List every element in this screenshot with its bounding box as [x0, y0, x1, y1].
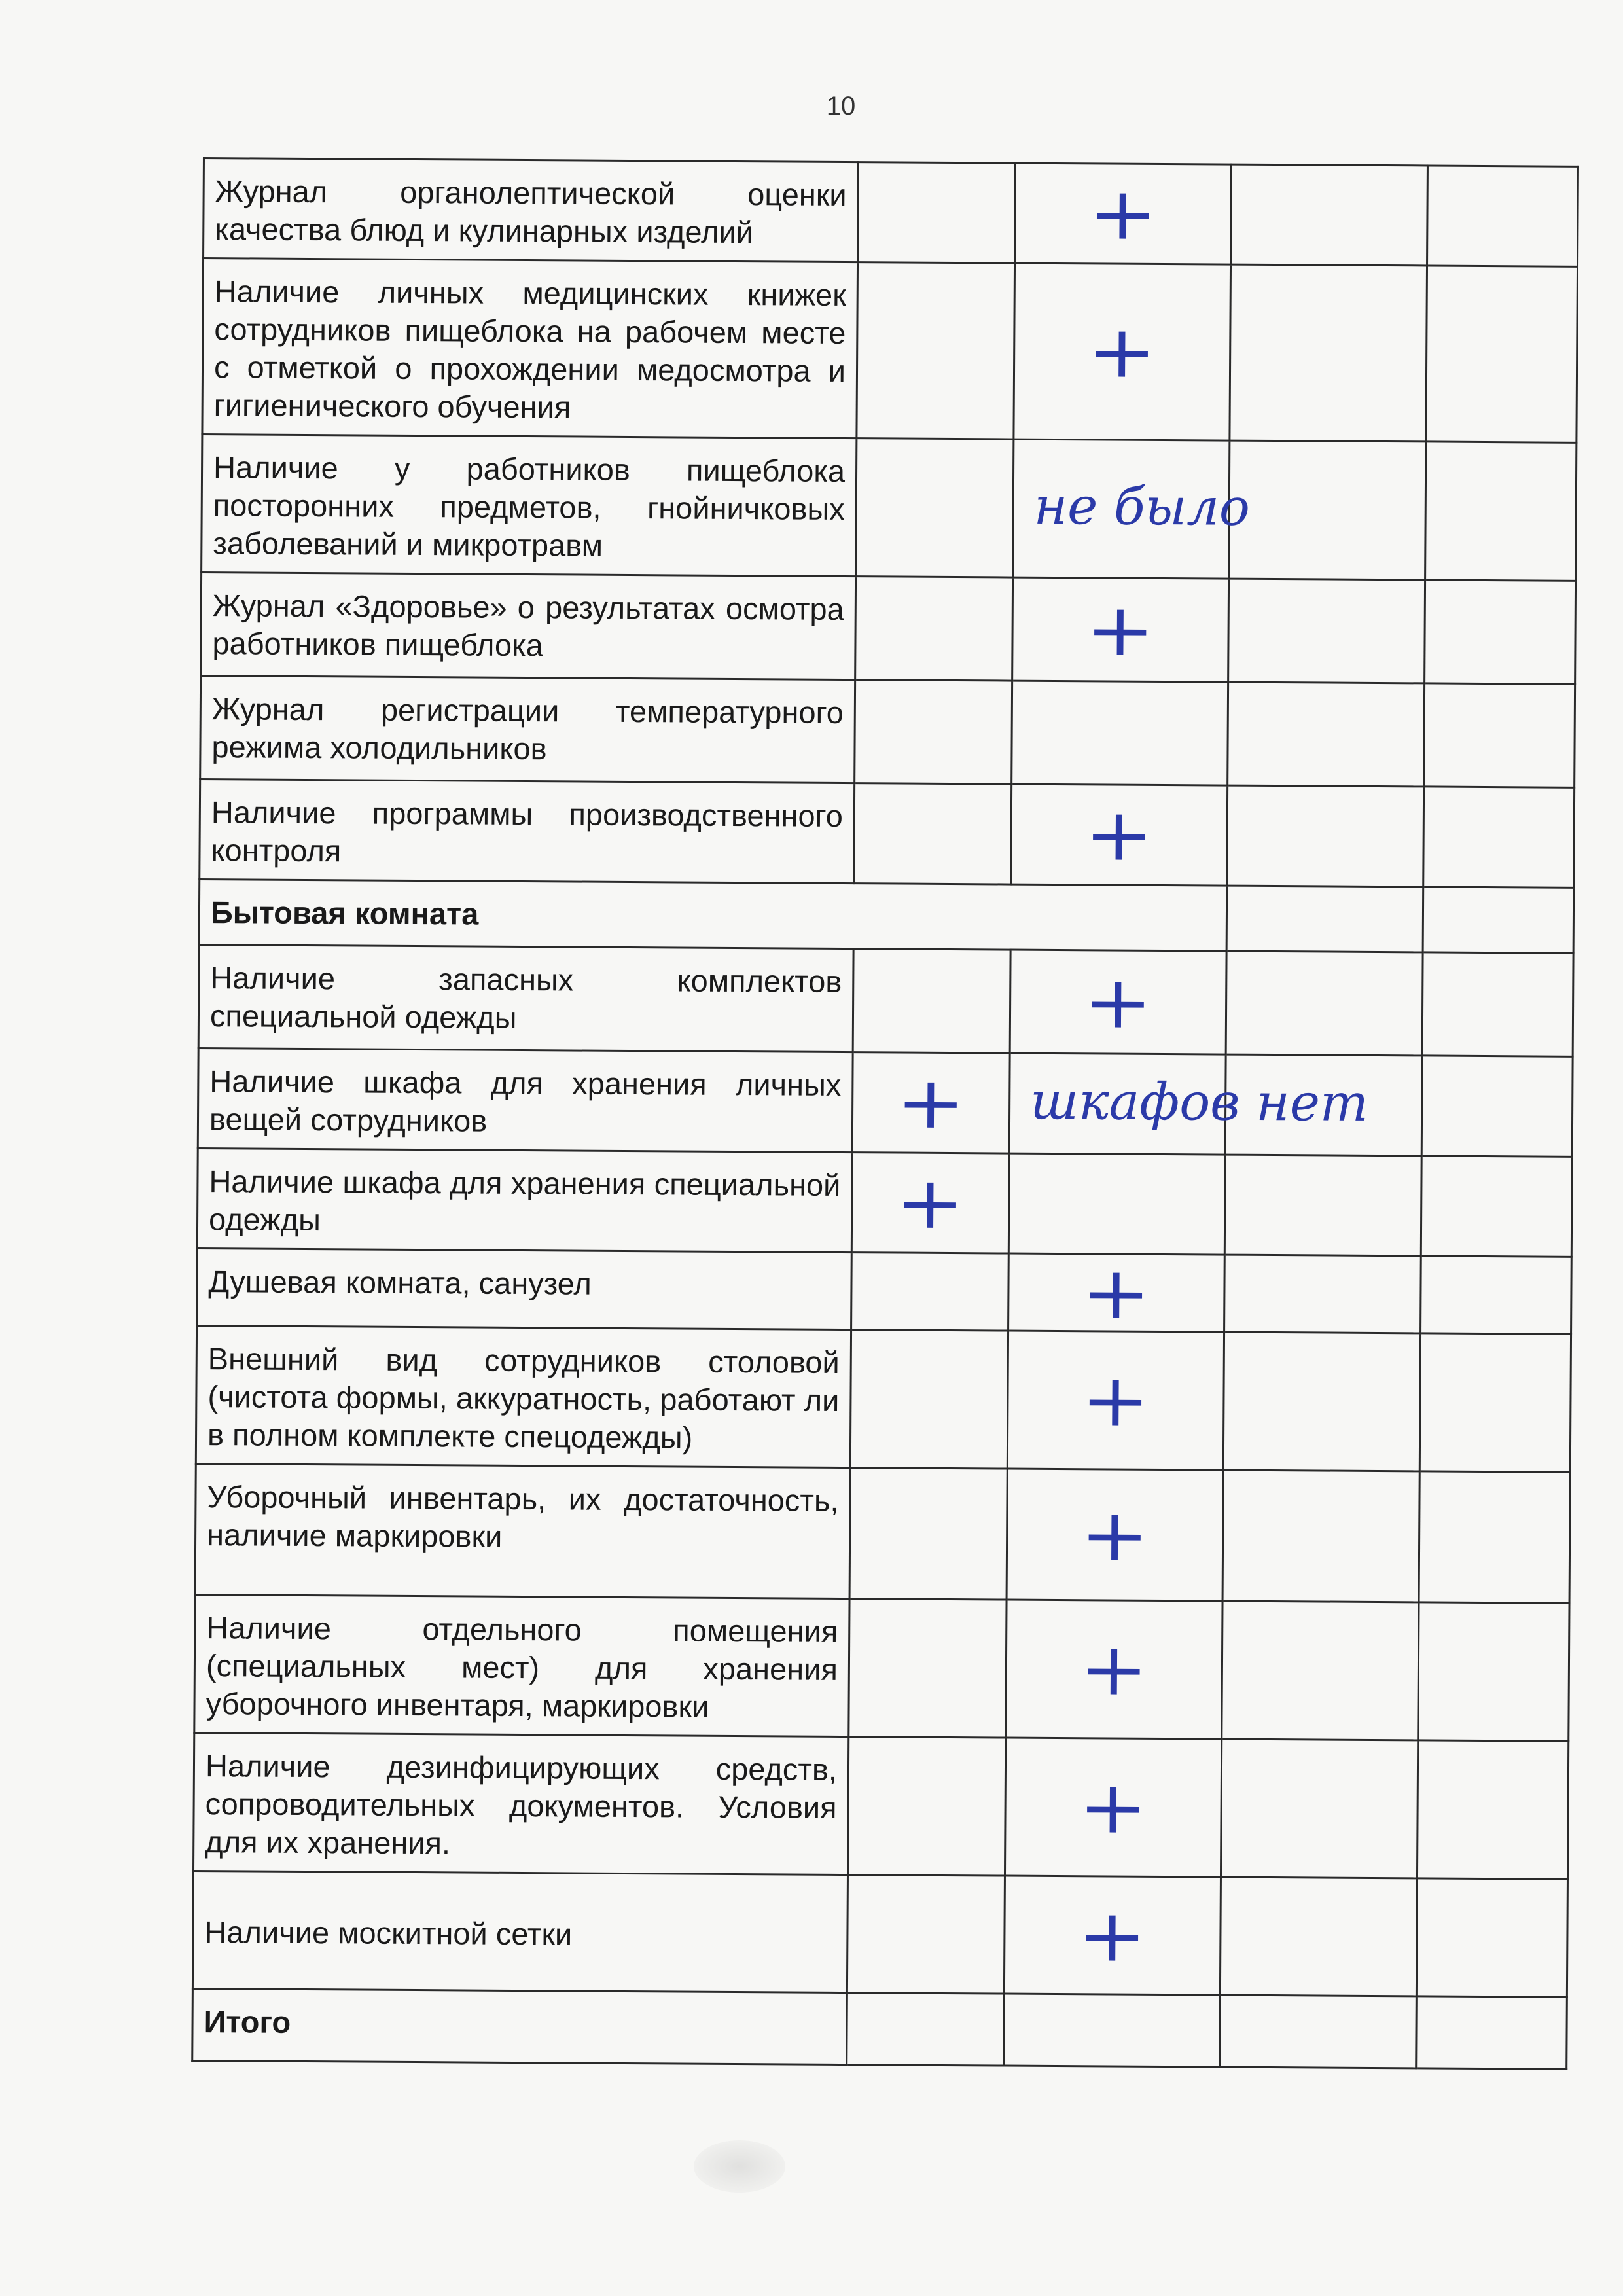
criterion-label: Душевая комната, санузел	[197, 1248, 852, 1329]
mark-cell	[856, 439, 1014, 577]
handwritten-plus-mark: +	[1081, 1250, 1152, 1335]
mark-cell	[1010, 950, 1226, 1054]
table-row	[200, 675, 1575, 787]
mark-cell	[851, 1153, 1009, 1253]
mark-cell	[1015, 163, 1232, 264]
mark-cell	[1421, 1256, 1572, 1334]
criterion-label: Наличие москитной сетки	[192, 1871, 847, 1992]
table-row	[195, 1463, 1570, 1603]
mark-cell	[857, 262, 1015, 439]
table-row	[194, 1594, 1569, 1741]
criterion-label: Внешний вид сотрудников столовой (чистота формы, аккуратность, работают ли в полном комплекте спецодежды)	[196, 1325, 851, 1467]
mark-cell	[1425, 442, 1577, 581]
handwritten-plus-mark: +	[1088, 171, 1158, 256]
mark-cell	[1425, 580, 1576, 684]
table-row	[192, 1871, 1567, 1997]
handwritten-plus-mark: +	[1080, 1492, 1150, 1577]
mark-cell	[1007, 1469, 1223, 1601]
mark-cell	[1004, 1876, 1221, 1995]
mark-cell	[1011, 784, 1228, 886]
mark-cell	[1225, 1054, 1422, 1156]
total-cell	[1220, 1995, 1417, 2068]
mark-cell	[1421, 1056, 1573, 1157]
section-heading: Бытовая комната	[199, 879, 1227, 951]
criterion-label: Наличие программы производственного контроля	[200, 779, 855, 883]
mark-cell	[1222, 1601, 1419, 1740]
mark-cell	[1416, 1878, 1567, 1997]
criterion-label: Наличие отдельного помещения (специальных мест) для хранения уборочного инвентаря, маркировки	[194, 1594, 849, 1736]
empty-cell	[1423, 887, 1574, 953]
handwritten-plus-mark: +	[1087, 310, 1158, 394]
handwritten-plus-mark: +	[1079, 1627, 1149, 1712]
mark-cell	[1014, 263, 1231, 440]
mark-cell	[1426, 266, 1578, 442]
handwritten-note: шкафов нет	[1029, 1071, 1369, 1134]
table-row	[202, 259, 1578, 443]
table-row	[194, 1732, 1569, 1879]
criterion-label: Журнал «Здоровье» о результатах осмотра работников пищеблока	[201, 572, 856, 679]
mark-cell	[855, 577, 1013, 681]
total-cell	[847, 1993, 1005, 2066]
mark-cell	[849, 1599, 1007, 1738]
table-row	[197, 1248, 1572, 1334]
table-row	[200, 779, 1575, 888]
mark-cell	[847, 1737, 1005, 1876]
table-row	[196, 1325, 1571, 1472]
handwritten-plus-mark: +	[1084, 793, 1154, 877]
mark-cell	[855, 680, 1012, 784]
table-row	[197, 1148, 1572, 1257]
criterion-label: Наличие шкафа для хранения личных вещей сотрудников	[198, 1048, 853, 1152]
total-cell	[1416, 1996, 1567, 2069]
handwritten-plus-mark: +	[1078, 1765, 1149, 1850]
mark-cell	[1228, 682, 1425, 787]
mark-cell	[1008, 1250, 1225, 1335]
mark-cell	[1006, 1600, 1222, 1739]
criterion-label: Журнал регистрации температурного режима холодильников	[200, 675, 855, 783]
mark-cell	[853, 949, 1010, 1053]
mark-cell	[1229, 440, 1426, 580]
mark-cell	[1013, 439, 1251, 579]
criterion-label: Наличие личных медицинских книжек сотрудников пищеблока на рабочем месте с отметкой о прохождении медосмотра и гигиенического обучения	[202, 259, 858, 439]
criterion-label: Журнал органолептической оценки качества блюд и кулинарных изделий	[204, 158, 859, 262]
handwritten-note: не было	[1033, 476, 1251, 537]
mark-cell	[1422, 952, 1573, 1056]
table-row	[198, 1048, 1573, 1157]
mark-cell	[1419, 1333, 1571, 1472]
table-row	[202, 435, 1577, 581]
mark-cell	[1226, 951, 1423, 1056]
mark-cell	[1417, 1740, 1568, 1879]
handwritten-plus-mark: +	[896, 1060, 967, 1145]
mark-cell	[1008, 1153, 1225, 1255]
section-row	[199, 879, 1574, 953]
mark-cell	[1424, 683, 1575, 787]
mark-cell	[847, 1875, 1005, 1994]
criterion-label: Уборочный инвентарь, их достаточность, наличие маркировки	[195, 1463, 850, 1598]
mark-cell	[858, 162, 1016, 263]
mark-cell	[1221, 1739, 1418, 1878]
mark-cell	[1231, 164, 1428, 266]
mark-cell	[1224, 1255, 1421, 1333]
handwritten-plus-mark: +	[1083, 960, 1154, 1045]
mark-cell	[1228, 579, 1425, 683]
mark-cell	[1423, 787, 1575, 888]
mark-cell	[854, 783, 1012, 884]
table-row	[204, 158, 1578, 267]
mark-cell	[1419, 1471, 1570, 1603]
mark-cell	[852, 1052, 1010, 1153]
mark-cell	[1421, 1156, 1572, 1257]
criterion-label: Наличие шкафа для хранения специальной одежды	[197, 1148, 852, 1252]
table-row	[198, 944, 1573, 1056]
mark-cell	[1222, 1470, 1419, 1602]
criterion-label: Наличие запасных комплектов специальной одежды	[198, 944, 853, 1052]
total-row	[192, 1988, 1567, 2069]
inspection-checklist-table	[191, 157, 1579, 2070]
mark-cell	[850, 1330, 1008, 1469]
mark-cell	[1005, 1738, 1221, 1877]
handwritten-plus-mark: +	[895, 1160, 966, 1246]
mark-cell	[1230, 264, 1427, 442]
mark-cell	[1418, 1602, 1569, 1741]
empty-cell	[1226, 886, 1423, 952]
mark-cell	[1012, 681, 1228, 785]
handwritten-plus-mark: +	[1077, 1893, 1148, 1978]
mark-cell	[851, 1253, 1009, 1331]
mark-cell	[1009, 1053, 1369, 1155]
total-label: Итого	[192, 1988, 847, 2064]
handwritten-plus-mark: +	[1080, 1358, 1151, 1443]
mark-cell	[1427, 166, 1578, 266]
mark-cell	[1220, 1877, 1417, 1996]
paper-smudge	[694, 2140, 785, 2193]
page-number: 10	[826, 92, 856, 120]
mark-cell	[849, 1468, 1007, 1600]
criterion-label: Наличие дезинфицирующих средств, сопроводительных документов. Условия для их хранения.	[194, 1732, 849, 1874]
criterion-label: Наличие у работников пищеблока посторонних предметов, гнойничковых заболеваний и микротравм	[202, 435, 857, 577]
handwritten-plus-mark: +	[1085, 587, 1156, 672]
mark-cell	[1227, 785, 1424, 887]
mark-cell	[1012, 577, 1229, 682]
mark-cell	[1224, 1155, 1421, 1256]
table-row	[201, 572, 1576, 684]
mark-cell	[1007, 1331, 1224, 1470]
total-cell	[1004, 1994, 1221, 2067]
mark-cell	[1223, 1332, 1420, 1471]
